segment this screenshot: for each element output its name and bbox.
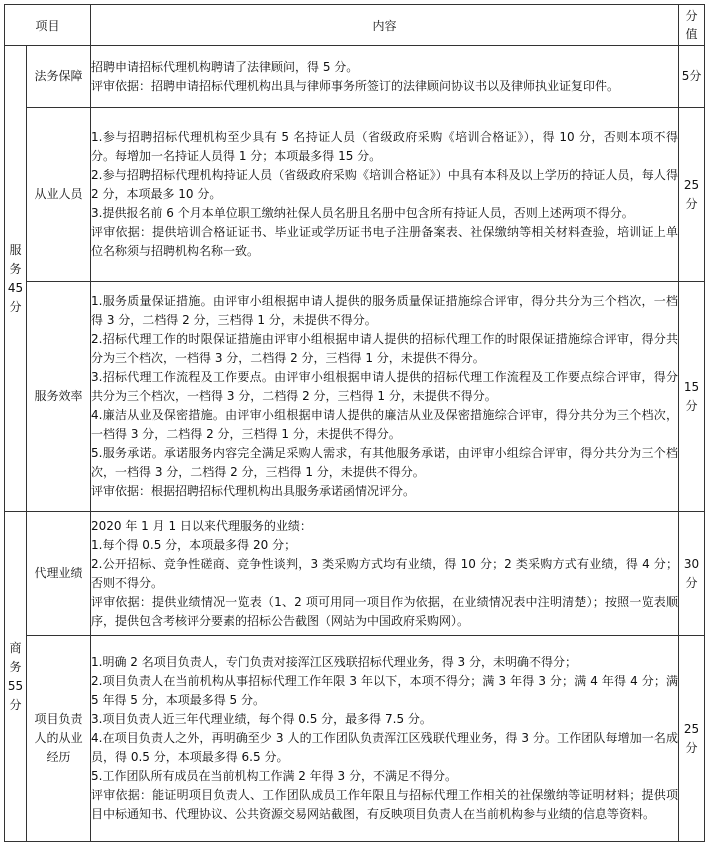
table-row xyxy=(5,512,705,636)
content-line: 4.在项目负责人之外，再明确至少 3 人的工作团队负责浑江区残联代理业务，得 3 分。工作团队每增加一名成员，得 0.5 分，本项最多得 6.5 分。 xyxy=(91,731,679,764)
header-item: 项目 xyxy=(5,5,91,46)
content-line: 5.工作团队所有成员在当前机构工作满 2 年得 3 分，不满足不得分。 xyxy=(91,769,457,783)
score-line: 25 xyxy=(683,721,700,736)
item-cell: 代理业绩 xyxy=(27,512,91,636)
score-line: 分 xyxy=(685,575,698,590)
content-line: 评审依据：根据招聘招标代理机构出具服务承诺函情况评分。 xyxy=(91,484,416,498)
category-line: 45 xyxy=(7,280,24,295)
header-score xyxy=(679,5,705,46)
content-cell xyxy=(91,108,679,282)
header-score-line: 分 xyxy=(685,9,698,23)
category-line: 务 xyxy=(9,659,22,674)
category-cell xyxy=(5,46,27,512)
item-line: 项目负责 xyxy=(34,712,83,726)
score-line: 分 xyxy=(685,398,698,413)
item-cell: 从业人员 xyxy=(27,108,91,282)
item-cell: 法务保障 xyxy=(27,46,91,108)
content-cell xyxy=(91,636,679,842)
score-cell: 5分 xyxy=(679,46,705,108)
header-content: 内容 xyxy=(91,5,679,46)
category-line: 55 xyxy=(7,678,24,693)
score-cell xyxy=(679,512,705,636)
content-line: 评审依据：招聘申请招标代理机构出具与律师事务所签订的法律顾问协议书以及律师执业证复印件。 xyxy=(91,78,620,93)
content-line: 1.服务质量保证措施。由评审小组根据申请人提供的服务质量保证措施综合评审，得分共分为三个档次，一档得 3 分，二档得 2 分，三档得 1 分，未提供不得分。 xyxy=(91,294,679,327)
content-line: 1.参与招聘招标代理机构至少具有 5 名持证人员（省级政府采购《培训合格证》），得 10 分，否则本项不得分。每增加一名持证人员得 1 分；本项最多得 15 分。 xyxy=(91,130,679,163)
content-cell xyxy=(91,512,679,636)
content-line: 2.公开招标、竞争性磋商、竞争性谈判，3 类采购方式均有业绩，得 10 分；2 类采购方式有业绩，得 4 分；否则不得分。 xyxy=(91,556,679,590)
content-line: 3.项目负责人近三年代理业绩，每个得 0.5 分，最多得 7.5 分。 xyxy=(91,712,432,726)
content-line: 1.每个得 0.5 分，本项最多得 20 分； xyxy=(91,537,297,552)
content-line: 1.明确 2 名项目负责人，专门负责对接浑江区残联招标代理业务，得 3 分，未明确不得分； xyxy=(91,655,577,669)
header-row xyxy=(5,5,705,46)
content-line: 3.提供报名前 6 个月本单位职工缴纳社保人员名册且名册中包含所有持证人员，否则上述两项不得分。 xyxy=(91,206,634,220)
content-line: 招聘申请招标代理机构聘请了法律顾问，得 5 分。 xyxy=(91,59,359,74)
content-line: 2.招标代理工作的时限保证措施由评审小组根据申请人提供的招标代理工作的时限保证措施综合评审，得分共分为三个档次，一档得 3 分，二档得 2 分，三档得 1 分，未提供不得分。 xyxy=(91,332,679,365)
score-cell xyxy=(679,636,705,842)
score-cell xyxy=(679,108,705,282)
item-cell xyxy=(27,636,91,842)
content-line: 2.参与招聘招标代理机构持证人员（省级政府采购《培训合格证》）中具有本科及以上学历的持证人员，每人得 2 分，本项最多 10 分。 xyxy=(91,168,679,201)
content-line: 评审依据：能证明项目负责人、工作团队成员工作年限且与招标代理工作相关的社保缴纳等证明材料；提供项目中标通知书、代理协议、公共资源交易网站截图，有反映项目负责人在当前机构参与业绩的信息等资料。 xyxy=(91,788,679,821)
score-line: 分 xyxy=(685,740,698,755)
category-line: 服 xyxy=(9,242,22,257)
scoring-table xyxy=(4,4,705,842)
table-row xyxy=(5,636,705,842)
table-row xyxy=(5,282,705,512)
score-line: 25 xyxy=(683,177,700,192)
score-cell xyxy=(679,282,705,512)
category-line: 分 xyxy=(9,299,22,314)
content-line: 3.招标代理工作流程及工作要点。由评审小组根据申请人提供的招标代理工作流程及工作要点综合评审，得分共分为三个档次，一档得 3 分，二档得 2 分，三档得 1 分，未提供不得分。 xyxy=(91,370,679,403)
item-line: 经历 xyxy=(46,750,71,764)
content-cell xyxy=(91,46,679,108)
content-line: 2020 年 1 月 1 日以来代理服务的业绩： xyxy=(91,518,312,533)
item-line: 人的从业 xyxy=(34,731,83,745)
content-line: 5.服务承诺。承诺服务内容完全满足采购人需求，有其他服务承诺，由评审小组综合评审，得分共分为三个档次，一档得 3 分，二档得 2 分，三档得 1 分，未提供不得分。 xyxy=(91,446,679,479)
content-line: 评审依据：提供业绩情况一览表（1、2 项可用同一项目作为依据，在业绩情况表中注明清楚）；按照一览表顺序，提供包含考核评分要素的招标公告截图（网站为中国政府采购网）。 xyxy=(91,594,679,628)
content-line: 评审依据：提供培训合格证证书、毕业证或学历证书电子注册备案表、社保缴纳等相关材料查验，培训证上单位名称须与招聘机构名称一致。 xyxy=(91,225,679,258)
category-line: 商 xyxy=(9,640,22,655)
score-line: 分 xyxy=(685,196,698,211)
score-line: 15 xyxy=(683,379,700,394)
content-line: 4.廉洁从业及保密措施。由评审小组根据申请人提供的廉洁从业及保密措施综合评审，得分共分为三个档次，一档得 3 分，二档得 2 分，三档得 1 分，未提供不得分。 xyxy=(91,408,679,441)
category-line: 务 xyxy=(9,261,22,276)
category-line: 分 xyxy=(9,697,22,712)
category-cell xyxy=(5,512,27,842)
score-line: 30 xyxy=(683,556,700,571)
content-cell xyxy=(91,282,679,512)
item-cell: 服务效率 xyxy=(27,282,91,512)
content-line: 2.项目负责人在当前机构从事招标代理工作年限 3 年以下，本项不得分；满 3 年得 3 分；满 4 年得 4 分；满 5 年得 5 分，本项最多得 5 分。 xyxy=(91,674,679,707)
table-row xyxy=(5,46,705,108)
table-row xyxy=(5,108,705,282)
header-score-line: 值 xyxy=(685,27,698,41)
